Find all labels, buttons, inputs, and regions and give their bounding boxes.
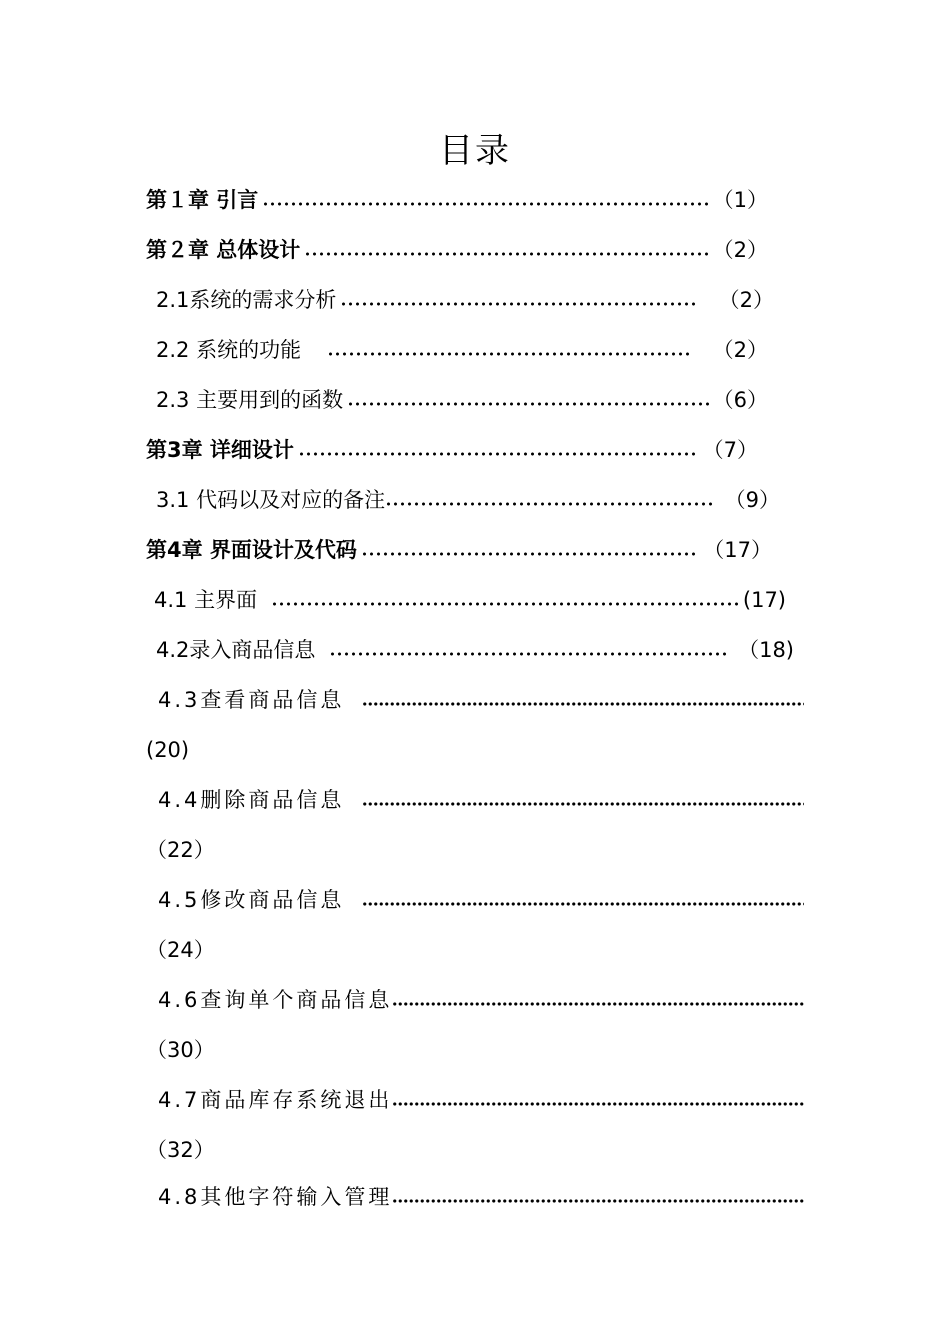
toc-page-number: （22） <box>146 838 215 862</box>
dot-leader <box>340 285 698 315</box>
toc-entry-label: 3.1 代码以及对应的备注 <box>156 488 386 512</box>
toc-entry-label: 2.2 系统的功能 <box>156 338 302 362</box>
page-title: 目录 <box>439 131 511 171</box>
toc-page-number: （24） <box>146 938 215 962</box>
toc-entry-chapter-1[interactable] <box>146 185 768 215</box>
dot-leader <box>329 635 726 665</box>
toc-entry-chapter-3[interactable] <box>146 435 758 465</box>
toc-entry-2-2[interactable] <box>156 335 768 365</box>
toc-entry-chapter-4[interactable] <box>146 535 772 565</box>
toc-entry-4-6-page <box>146 1035 215 1065</box>
toc-entry-2-3[interactable] <box>156 385 768 415</box>
toc-page-number: （30） <box>146 1038 215 1062</box>
toc-entry-label: 4.2录入商品信息 <box>156 638 316 662</box>
toc-entry-label: 2.1系统的需求分析 <box>156 288 337 312</box>
toc-entry-4-8[interactable] <box>158 1182 804 1212</box>
toc-entry-label: 4.7商品库存系统退出 <box>158 1088 393 1112</box>
toc-entry-4-7[interactable] <box>158 1085 804 1115</box>
toc-page-number: (17) <box>742 588 786 612</box>
toc-entry-4-1[interactable] <box>154 585 786 615</box>
toc-entry-label: 4.8其他字符输入管理 <box>158 1185 393 1209</box>
toc-page-number: （17） <box>703 538 772 562</box>
dot-leader <box>262 185 708 215</box>
dot-leader <box>362 685 804 715</box>
dot-leader <box>361 535 699 565</box>
toc-entry-3-1[interactable] <box>156 485 780 515</box>
toc-entry-label: 4.6查询单个商品信息 <box>158 988 393 1012</box>
toc-page-number: (20) <box>146 738 190 762</box>
toc-entry-4-7-page <box>146 1135 215 1165</box>
toc-entry-label: 4.1 主界面 <box>154 588 258 612</box>
toc-entry-label: 4.4删除商品信息 <box>158 788 345 812</box>
dot-leader <box>298 435 699 465</box>
toc-entry-label: 4.5修改商品信息 <box>158 888 345 912</box>
dot-leader <box>392 1085 804 1115</box>
toc-page-number: （32） <box>146 1138 215 1162</box>
toc-entry-label: 第4章 界面设计及代码 <box>146 538 357 562</box>
toc-entry-label: 4.3查看商品信息 <box>158 688 345 712</box>
toc-entry-4-4-page <box>146 835 215 865</box>
toc-entry-label: 2.3 主要用到的函数 <box>156 388 344 412</box>
dot-leader <box>392 1182 804 1212</box>
toc-entry-4-3-page <box>146 735 189 765</box>
toc-page-number: （6） <box>712 388 768 412</box>
dot-leader <box>385 485 715 515</box>
toc-entry-chapter-2[interactable] <box>146 235 768 265</box>
toc-page-number: （7） <box>702 438 758 462</box>
dot-leader <box>304 235 708 265</box>
toc-entry-2-1[interactable] <box>156 285 774 315</box>
toc-entry-label: 第１章 引言 <box>146 188 259 212</box>
dot-leader <box>327 335 691 365</box>
dot-leader <box>347 385 709 415</box>
toc-entry-4-4[interactable] <box>158 785 804 815</box>
dot-leader <box>392 985 804 1015</box>
toc-page-number: （2） <box>712 238 768 262</box>
toc-page-number: （2） <box>718 288 774 312</box>
toc-page-number: （2） <box>712 338 768 362</box>
toc-entry-label: 第２章 总体设计 <box>146 238 301 262</box>
toc-entry-4-5[interactable] <box>158 885 804 915</box>
toc-entry-4-2[interactable] <box>156 635 794 665</box>
toc-page-number: （9） <box>724 488 780 512</box>
dot-leader <box>271 585 741 615</box>
toc-entry-label: 第3章 详细设计 <box>146 438 294 462</box>
dot-leader <box>362 885 804 915</box>
toc-page-number: （1） <box>712 188 768 212</box>
toc-entry-4-5-page <box>146 935 215 965</box>
toc-entry-4-6[interactable] <box>158 985 804 1015</box>
toc-entry-4-3[interactable] <box>158 685 804 715</box>
dot-leader <box>362 785 804 815</box>
toc-page-number: （18) <box>738 638 794 662</box>
